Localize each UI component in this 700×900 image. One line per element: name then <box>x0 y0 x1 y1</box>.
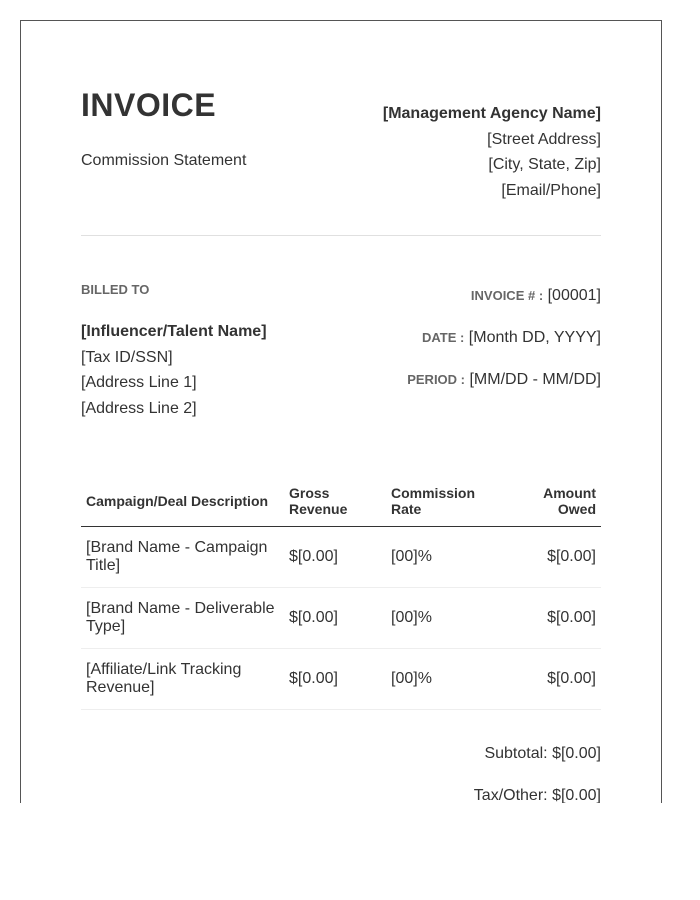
row-commission-rate: [00]% <box>386 649 496 710</box>
billed-to-address-2: [Address Line 2] <box>81 399 197 417</box>
row-amount-owed: $[0.00] <box>496 588 601 649</box>
invoice-page <box>20 20 662 803</box>
invoice-period <box>407 371 601 389</box>
tax-value: $[0.00] <box>552 787 601 803</box>
subtotal-value: $[0.00] <box>552 745 601 762</box>
subtotal-line <box>484 745 601 763</box>
agency-block <box>383 101 601 203</box>
row-description: [Affiliate/Link Tracking Revenue] <box>81 649 284 710</box>
invoice-number <box>471 287 601 305</box>
agency-street: [Street Address] <box>487 130 601 148</box>
row-gross-revenue: $[0.00] <box>284 527 386 588</box>
agency-name: [Management Agency Name] <box>382 105 601 122</box>
col-header-commission-rate: Commission Rate <box>386 479 496 527</box>
billed-to-block <box>81 319 267 421</box>
table-header-row <box>81 479 601 527</box>
col-header-description: Campaign/Deal Description <box>81 479 284 527</box>
subtotal-label: Subtotal: <box>484 745 548 762</box>
row-description: [Brand Name - Campaign Title] <box>81 527 284 588</box>
line-items-table <box>81 479 601 710</box>
row-gross-revenue: $[0.00] <box>284 649 386 710</box>
table-row <box>81 527 601 588</box>
invoice-period-label: PERIOD : <box>407 372 466 387</box>
invoice-number-label: INVOICE # : <box>470 288 544 303</box>
billed-to-address-1: [Address Line 1] <box>81 374 197 391</box>
invoice-number-value: [00001] <box>547 287 601 304</box>
tax-line <box>474 787 601 803</box>
header-divider <box>81 235 601 236</box>
invoice-date-label: DATE : <box>421 330 465 345</box>
billed-to-label: BILLED TO <box>81 282 150 297</box>
row-amount-owed: $[0.00] <box>496 649 601 710</box>
col-header-gross-revenue: Gross Revenue <box>284 479 386 527</box>
row-commission-rate: [00]% <box>386 588 496 649</box>
invoice-period-value: [MM/DD - MM/DD] <box>469 371 601 388</box>
invoice-title: INVOICE <box>81 87 217 123</box>
row-commission-rate: [00]% <box>386 527 496 588</box>
billed-to-name: [Influencer/Talent Name] <box>81 323 267 340</box>
tax-label: Tax/Other: <box>473 787 548 803</box>
billed-to-tax-id: [Tax ID/SSN] <box>81 348 173 366</box>
invoice-subtitle: Commission Statement <box>81 152 247 169</box>
row-amount-owed: $[0.00] <box>496 527 601 588</box>
col-header-amount-owed: Amount Owed <box>496 479 601 527</box>
table-row <box>81 649 601 710</box>
invoice-date <box>422 329 601 347</box>
row-description: [Brand Name - Deliverable Type] <box>81 588 284 649</box>
table-row <box>81 588 601 649</box>
agency-city: [City, State, Zip] <box>488 156 601 173</box>
agency-contact: [Email/Phone] <box>501 181 601 199</box>
row-gross-revenue: $[0.00] <box>284 588 386 649</box>
invoice-date-value: [Month DD, YYYY] <box>468 329 601 346</box>
